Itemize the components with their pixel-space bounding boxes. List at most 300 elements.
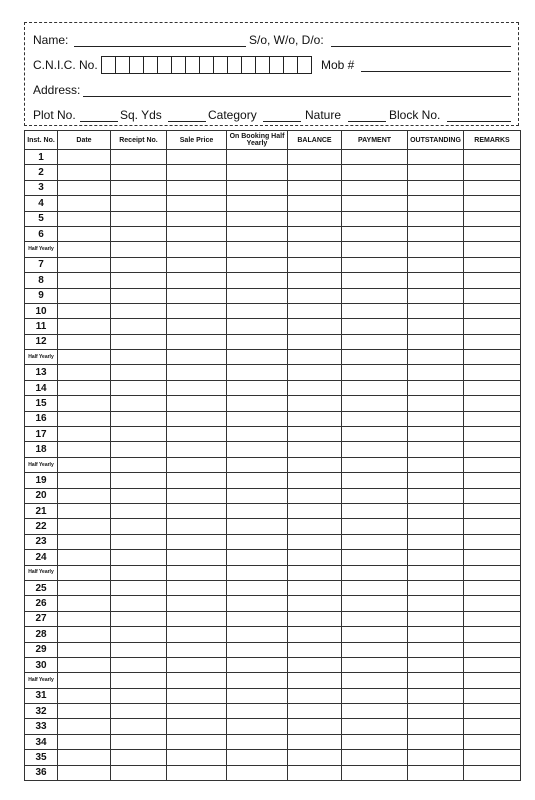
- entry-cell[interactable]: [58, 673, 111, 688]
- entry-cell[interactable]: [227, 427, 288, 442]
- entry-cell[interactable]: [342, 427, 408, 442]
- entry-cell[interactable]: [167, 503, 227, 518]
- entry-cell[interactable]: [167, 442, 227, 457]
- entry-cell[interactable]: [464, 257, 521, 272]
- entry-cell[interactable]: [58, 596, 111, 611]
- entry-cell[interactable]: [58, 365, 111, 380]
- entry-cell[interactable]: [227, 380, 288, 395]
- entry-cell[interactable]: [111, 350, 167, 365]
- entry-cell[interactable]: [167, 673, 227, 688]
- entry-cell[interactable]: [342, 273, 408, 288]
- entry-cell[interactable]: [288, 750, 342, 765]
- entry-cell[interactable]: [464, 303, 521, 318]
- entry-cell[interactable]: [58, 473, 111, 488]
- entry-cell[interactable]: [167, 411, 227, 426]
- entry-cell[interactable]: [111, 226, 167, 241]
- entry-cell[interactable]: [342, 488, 408, 503]
- nature-field[interactable]: [348, 121, 386, 122]
- entry-cell[interactable]: [342, 180, 408, 195]
- entry-cell[interactable]: [288, 427, 342, 442]
- entry-cell[interactable]: [342, 688, 408, 703]
- entry-cell[interactable]: [408, 457, 464, 472]
- entry-cell[interactable]: [227, 627, 288, 642]
- entry-cell[interactable]: [111, 380, 167, 395]
- entry-cell[interactable]: [227, 411, 288, 426]
- entry-cell[interactable]: [464, 350, 521, 365]
- entry-cell[interactable]: [111, 473, 167, 488]
- entry-cell[interactable]: [288, 411, 342, 426]
- entry-cell[interactable]: [111, 704, 167, 719]
- entry-cell[interactable]: [408, 273, 464, 288]
- entry-cell[interactable]: [288, 519, 342, 534]
- entry-cell[interactable]: [111, 411, 167, 426]
- entry-cell[interactable]: [58, 288, 111, 303]
- entry-cell[interactable]: [342, 442, 408, 457]
- entry-cell[interactable]: [227, 673, 288, 688]
- entry-cell[interactable]: [342, 673, 408, 688]
- entry-cell[interactable]: [167, 734, 227, 749]
- entry-cell[interactable]: [58, 427, 111, 442]
- entry-cell[interactable]: [464, 580, 521, 595]
- entry-cell[interactable]: [227, 180, 288, 195]
- entry-cell[interactable]: [111, 611, 167, 626]
- entry-cell[interactable]: [111, 242, 167, 257]
- entry-cell[interactable]: [58, 396, 111, 411]
- entry-cell[interactable]: [288, 765, 342, 780]
- entry-cell[interactable]: [227, 596, 288, 611]
- entry-cell[interactable]: [111, 303, 167, 318]
- entry-cell[interactable]: [342, 719, 408, 734]
- entry-cell[interactable]: [227, 734, 288, 749]
- entry-cell[interactable]: [167, 303, 227, 318]
- entry-cell[interactable]: [111, 657, 167, 672]
- entry-cell[interactable]: [58, 319, 111, 334]
- entry-cell[interactable]: [167, 257, 227, 272]
- entry-cell[interactable]: [408, 719, 464, 734]
- entry-cell[interactable]: [227, 503, 288, 518]
- entry-cell[interactable]: [288, 642, 342, 657]
- entry-cell[interactable]: [464, 704, 521, 719]
- entry-cell[interactable]: [464, 442, 521, 457]
- entry-cell[interactable]: [111, 180, 167, 195]
- entry-cell[interactable]: [464, 365, 521, 380]
- entry-cell[interactable]: [288, 534, 342, 549]
- entry-cell[interactable]: [408, 288, 464, 303]
- entry-cell[interactable]: [111, 673, 167, 688]
- entry-cell[interactable]: [288, 657, 342, 672]
- entry-cell[interactable]: [464, 319, 521, 334]
- entry-cell[interactable]: [288, 734, 342, 749]
- entry-cell[interactable]: [111, 334, 167, 349]
- entry-cell[interactable]: [167, 611, 227, 626]
- entry-cell[interactable]: [111, 396, 167, 411]
- entry-cell[interactable]: [227, 688, 288, 703]
- entry-cell[interactable]: [408, 350, 464, 365]
- entry-cell[interactable]: [167, 288, 227, 303]
- entry-cell[interactable]: [288, 365, 342, 380]
- entry-cell[interactable]: [342, 196, 408, 211]
- entry-cell[interactable]: [111, 719, 167, 734]
- entry-cell[interactable]: [464, 396, 521, 411]
- entry-cell[interactable]: [408, 226, 464, 241]
- entry-cell[interactable]: [408, 442, 464, 457]
- entry-cell[interactable]: [167, 196, 227, 211]
- entry-cell[interactable]: [111, 550, 167, 565]
- entry-cell[interactable]: [227, 550, 288, 565]
- entry-cell[interactable]: [464, 519, 521, 534]
- entry-cell[interactable]: [167, 473, 227, 488]
- entry-cell[interactable]: [288, 211, 342, 226]
- entry-cell[interactable]: [408, 150, 464, 165]
- entry-cell[interactable]: [167, 642, 227, 657]
- entry-cell[interactable]: [167, 565, 227, 580]
- entry-cell[interactable]: [111, 596, 167, 611]
- entry-cell[interactable]: [227, 457, 288, 472]
- entry-cell[interactable]: [342, 704, 408, 719]
- entry-cell[interactable]: [342, 765, 408, 780]
- entry-cell[interactable]: [408, 319, 464, 334]
- entry-cell[interactable]: [227, 319, 288, 334]
- entry-cell[interactable]: [408, 673, 464, 688]
- entry-cell[interactable]: [342, 596, 408, 611]
- entry-cell[interactable]: [58, 226, 111, 241]
- entry-cell[interactable]: [288, 242, 342, 257]
- entry-cell[interactable]: [342, 319, 408, 334]
- entry-cell[interactable]: [227, 534, 288, 549]
- entry-cell[interactable]: [58, 211, 111, 226]
- entry-cell[interactable]: [58, 719, 111, 734]
- entry-cell[interactable]: [408, 550, 464, 565]
- entry-cell[interactable]: [227, 719, 288, 734]
- plot-field[interactable]: [80, 121, 118, 122]
- entry-cell[interactable]: [408, 534, 464, 549]
- entry-cell[interactable]: [227, 196, 288, 211]
- entry-cell[interactable]: [464, 550, 521, 565]
- entry-cell[interactable]: [288, 473, 342, 488]
- entry-cell[interactable]: [227, 273, 288, 288]
- entry-cell[interactable]: [227, 365, 288, 380]
- entry-cell[interactable]: [58, 642, 111, 657]
- entry-cell[interactable]: [408, 688, 464, 703]
- entry-cell[interactable]: [58, 242, 111, 257]
- cnic-boxes[interactable]: [101, 56, 312, 74]
- entry-cell[interactable]: [167, 457, 227, 472]
- entry-cell[interactable]: [167, 350, 227, 365]
- entry-cell[interactable]: [167, 657, 227, 672]
- entry-cell[interactable]: [58, 550, 111, 565]
- entry-cell[interactable]: [408, 596, 464, 611]
- entry-cell[interactable]: [408, 196, 464, 211]
- entry-cell[interactable]: [167, 365, 227, 380]
- entry-cell[interactable]: [464, 719, 521, 734]
- entry-cell[interactable]: [342, 365, 408, 380]
- entry-cell[interactable]: [167, 580, 227, 595]
- entry-cell[interactable]: [288, 165, 342, 180]
- entry-cell[interactable]: [342, 288, 408, 303]
- entry-cell[interactable]: [464, 734, 521, 749]
- entry-cell[interactable]: [342, 457, 408, 472]
- entry-cell[interactable]: [342, 473, 408, 488]
- entry-cell[interactable]: [288, 688, 342, 703]
- entry-cell[interactable]: [227, 334, 288, 349]
- entry-cell[interactable]: [167, 273, 227, 288]
- entry-cell[interactable]: [288, 396, 342, 411]
- entry-cell[interactable]: [227, 211, 288, 226]
- entry-cell[interactable]: [342, 211, 408, 226]
- entry-cell[interactable]: [58, 180, 111, 195]
- entry-cell[interactable]: [167, 211, 227, 226]
- entry-cell[interactable]: [227, 396, 288, 411]
- entry-cell[interactable]: [342, 242, 408, 257]
- entry-cell[interactable]: [464, 488, 521, 503]
- entry-cell[interactable]: [408, 519, 464, 534]
- entry-cell[interactable]: [288, 273, 342, 288]
- entry-cell[interactable]: [408, 657, 464, 672]
- entry-cell[interactable]: [167, 180, 227, 195]
- block-field[interactable]: [447, 121, 511, 122]
- entry-cell[interactable]: [167, 242, 227, 257]
- entry-cell[interactable]: [342, 503, 408, 518]
- entry-cell[interactable]: [408, 765, 464, 780]
- entry-cell[interactable]: [342, 226, 408, 241]
- entry-cell[interactable]: [288, 442, 342, 457]
- entry-cell[interactable]: [227, 473, 288, 488]
- entry-cell[interactable]: [167, 550, 227, 565]
- entry-cell[interactable]: [58, 257, 111, 272]
- entry-cell[interactable]: [288, 350, 342, 365]
- entry-cell[interactable]: [288, 580, 342, 595]
- entry-cell[interactable]: [464, 750, 521, 765]
- entry-cell[interactable]: [464, 673, 521, 688]
- entry-cell[interactable]: [408, 242, 464, 257]
- entry-cell[interactable]: [111, 165, 167, 180]
- entry-cell[interactable]: [227, 226, 288, 241]
- entry-cell[interactable]: [111, 365, 167, 380]
- entry-cell[interactable]: [58, 150, 111, 165]
- entry-cell[interactable]: [111, 150, 167, 165]
- entry-cell[interactable]: [227, 165, 288, 180]
- entry-cell[interactable]: [111, 257, 167, 272]
- entry-cell[interactable]: [167, 534, 227, 549]
- entry-cell[interactable]: [227, 765, 288, 780]
- entry-cell[interactable]: [288, 596, 342, 611]
- entry-cell[interactable]: [167, 765, 227, 780]
- entry-cell[interactable]: [167, 519, 227, 534]
- entry-cell[interactable]: [288, 503, 342, 518]
- entry-cell[interactable]: [342, 334, 408, 349]
- entry-cell[interactable]: [408, 704, 464, 719]
- entry-cell[interactable]: [111, 427, 167, 442]
- entry-cell[interactable]: [342, 350, 408, 365]
- entry-cell[interactable]: [58, 442, 111, 457]
- entry-cell[interactable]: [227, 657, 288, 672]
- entry-cell[interactable]: [342, 380, 408, 395]
- entry-cell[interactable]: [58, 765, 111, 780]
- entry-cell[interactable]: [58, 380, 111, 395]
- entry-cell[interactable]: [408, 611, 464, 626]
- entry-cell[interactable]: [58, 565, 111, 580]
- entry-cell[interactable]: [111, 503, 167, 518]
- entry-cell[interactable]: [58, 457, 111, 472]
- entry-cell[interactable]: [227, 303, 288, 318]
- entry-cell[interactable]: [227, 442, 288, 457]
- entry-cell[interactable]: [342, 657, 408, 672]
- entry-cell[interactable]: [227, 704, 288, 719]
- entry-cell[interactable]: [111, 565, 167, 580]
- entry-cell[interactable]: [288, 380, 342, 395]
- entry-cell[interactable]: [464, 211, 521, 226]
- entry-cell[interactable]: [464, 288, 521, 303]
- entry-cell[interactable]: [58, 657, 111, 672]
- entry-cell[interactable]: [464, 642, 521, 657]
- entry-cell[interactable]: [408, 303, 464, 318]
- entry-cell[interactable]: [288, 180, 342, 195]
- entry-cell[interactable]: [111, 750, 167, 765]
- address-field[interactable]: [83, 96, 511, 97]
- entry-cell[interactable]: [111, 580, 167, 595]
- entry-cell[interactable]: [288, 611, 342, 626]
- entry-cell[interactable]: [167, 704, 227, 719]
- entry-cell[interactable]: [167, 488, 227, 503]
- entry-cell[interactable]: [227, 150, 288, 165]
- entry-cell[interactable]: [464, 242, 521, 257]
- entry-cell[interactable]: [464, 411, 521, 426]
- entry-cell[interactable]: [288, 719, 342, 734]
- entry-cell[interactable]: [464, 180, 521, 195]
- entry-cell[interactable]: [111, 319, 167, 334]
- name-field[interactable]: [74, 46, 246, 47]
- entry-cell[interactable]: [342, 257, 408, 272]
- entry-cell[interactable]: [111, 457, 167, 472]
- relation-field[interactable]: [331, 46, 511, 47]
- entry-cell[interactable]: [111, 734, 167, 749]
- entry-cell[interactable]: [288, 319, 342, 334]
- entry-cell[interactable]: [342, 396, 408, 411]
- entry-cell[interactable]: [288, 288, 342, 303]
- entry-cell[interactable]: [111, 519, 167, 534]
- entry-cell[interactable]: [464, 473, 521, 488]
- entry-cell[interactable]: [464, 165, 521, 180]
- entry-cell[interactable]: [227, 611, 288, 626]
- entry-cell[interactable]: [342, 734, 408, 749]
- entry-cell[interactable]: [288, 565, 342, 580]
- entry-cell[interactable]: [464, 765, 521, 780]
- entry-cell[interactable]: [464, 503, 521, 518]
- entry-cell[interactable]: [58, 303, 111, 318]
- entry-cell[interactable]: [408, 734, 464, 749]
- entry-cell[interactable]: [408, 257, 464, 272]
- entry-cell[interactable]: [464, 596, 521, 611]
- entry-cell[interactable]: [58, 196, 111, 211]
- entry-cell[interactable]: [111, 488, 167, 503]
- entry-cell[interactable]: [227, 565, 288, 580]
- entry-cell[interactable]: [288, 627, 342, 642]
- entry-cell[interactable]: [227, 288, 288, 303]
- entry-cell[interactable]: [167, 627, 227, 642]
- entry-cell[interactable]: [167, 427, 227, 442]
- entry-cell[interactable]: [408, 642, 464, 657]
- entry-cell[interactable]: [111, 442, 167, 457]
- entry-cell[interactable]: [408, 473, 464, 488]
- entry-cell[interactable]: [408, 411, 464, 426]
- entry-cell[interactable]: [288, 488, 342, 503]
- entry-cell[interactable]: [167, 719, 227, 734]
- entry-cell[interactable]: [464, 457, 521, 472]
- entry-cell[interactable]: [58, 611, 111, 626]
- entry-cell[interactable]: [342, 611, 408, 626]
- entry-cell[interactable]: [342, 550, 408, 565]
- entry-cell[interactable]: [111, 534, 167, 549]
- entry-cell[interactable]: [464, 226, 521, 241]
- entry-cell[interactable]: [342, 642, 408, 657]
- entry-cell[interactable]: [288, 150, 342, 165]
- entry-cell[interactable]: [408, 750, 464, 765]
- entry-cell[interactable]: [111, 642, 167, 657]
- entry-cell[interactable]: [58, 734, 111, 749]
- entry-cell[interactable]: [288, 550, 342, 565]
- entry-cell[interactable]: [408, 165, 464, 180]
- entry-cell[interactable]: [58, 411, 111, 426]
- entry-cell[interactable]: [408, 396, 464, 411]
- entry-cell[interactable]: [111, 211, 167, 226]
- entry-cell[interactable]: [167, 596, 227, 611]
- entry-cell[interactable]: [58, 688, 111, 703]
- entry-cell[interactable]: [342, 150, 408, 165]
- entry-cell[interactable]: [464, 150, 521, 165]
- entry-cell[interactable]: [408, 580, 464, 595]
- entry-cell[interactable]: [342, 565, 408, 580]
- entry-cell[interactable]: [464, 273, 521, 288]
- entry-cell[interactable]: [408, 380, 464, 395]
- entry-cell[interactable]: [58, 350, 111, 365]
- entry-cell[interactable]: [464, 334, 521, 349]
- entry-cell[interactable]: [58, 519, 111, 534]
- mob-field[interactable]: [361, 71, 511, 72]
- entry-cell[interactable]: [167, 150, 227, 165]
- entry-cell[interactable]: [342, 534, 408, 549]
- entry-cell[interactable]: [342, 750, 408, 765]
- entry-cell[interactable]: [58, 750, 111, 765]
- entry-cell[interactable]: [111, 688, 167, 703]
- entry-cell[interactable]: [111, 273, 167, 288]
- entry-cell[interactable]: [58, 273, 111, 288]
- entry-cell[interactable]: [464, 196, 521, 211]
- entry-cell[interactable]: [58, 704, 111, 719]
- entry-cell[interactable]: [111, 288, 167, 303]
- entry-cell[interactable]: [342, 411, 408, 426]
- entry-cell[interactable]: [288, 303, 342, 318]
- entry-cell[interactable]: [58, 334, 111, 349]
- entry-cell[interactable]: [464, 657, 521, 672]
- entry-cell[interactable]: [111, 627, 167, 642]
- entry-cell[interactable]: [111, 196, 167, 211]
- entry-cell[interactable]: [167, 226, 227, 241]
- entry-cell[interactable]: [464, 627, 521, 642]
- entry-cell[interactable]: [167, 688, 227, 703]
- entry-cell[interactable]: [167, 396, 227, 411]
- entry-cell[interactable]: [58, 503, 111, 518]
- entry-cell[interactable]: [58, 580, 111, 595]
- entry-cell[interactable]: [58, 165, 111, 180]
- entry-cell[interactable]: [342, 165, 408, 180]
- entry-cell[interactable]: [464, 380, 521, 395]
- entry-cell[interactable]: [408, 488, 464, 503]
- entry-cell[interactable]: [167, 380, 227, 395]
- entry-cell[interactable]: [408, 180, 464, 195]
- entry-cell[interactable]: [167, 334, 227, 349]
- category-field[interactable]: [263, 121, 301, 122]
- entry-cell[interactable]: [408, 211, 464, 226]
